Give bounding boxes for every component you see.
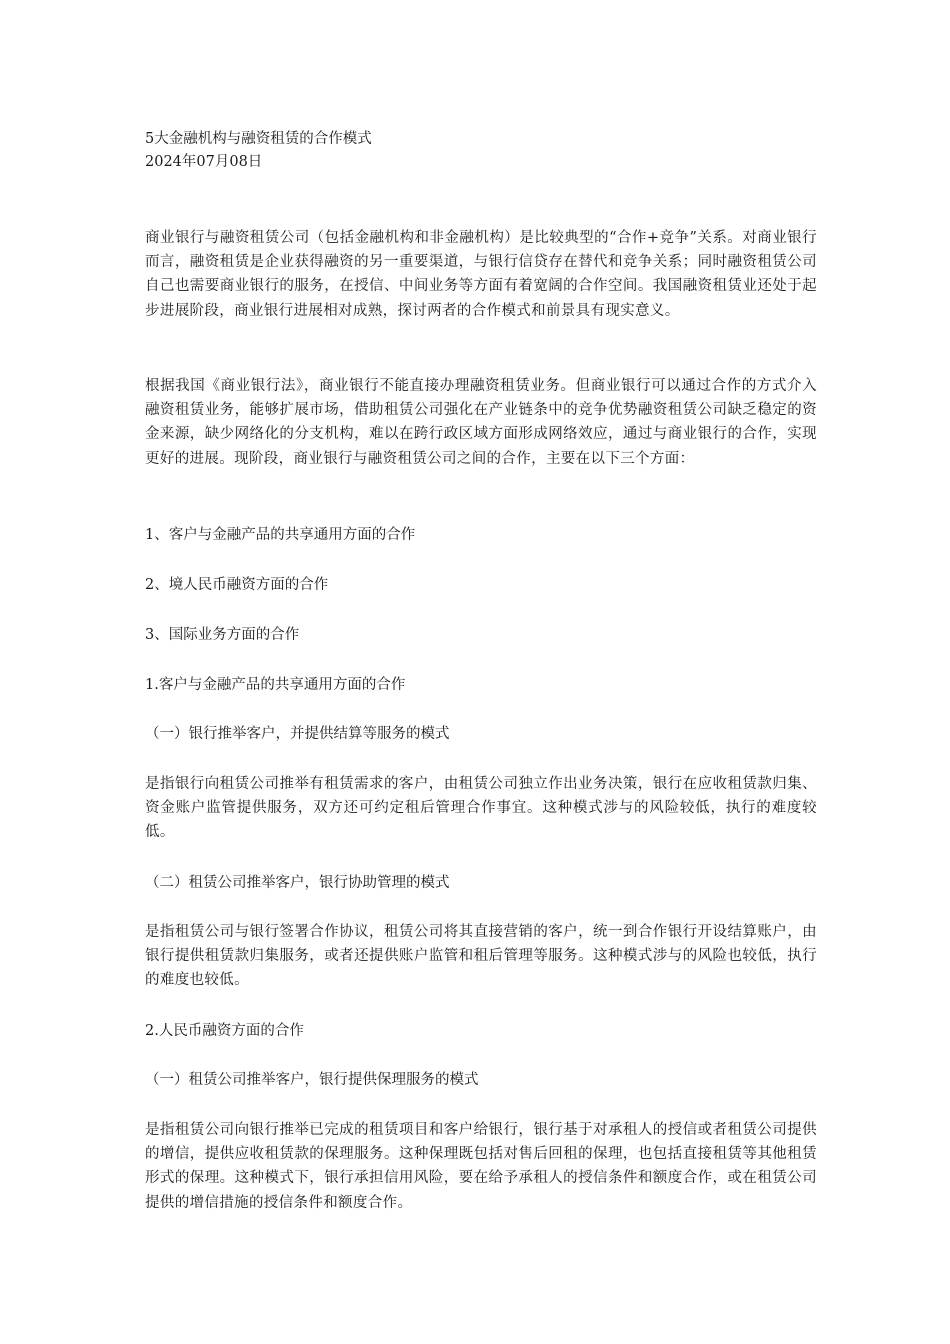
paragraph-2-1: 是指租赁公司向银行推举已完成的租赁项目和客户给银行，银行基于对承租人的授信或者租赁公司提供的增信，提供应收租赁款的保理服务。这种保理既包括对售后回租的保理，也包括直接租赁等其他租赁形式的保理。这种模式下，银行承担信用风险，要在给予承租人的授信条件和额度合作，或在租赁公司提供的增信措施的授信条件和额度合作。 <box>145 1122 817 1211</box>
section-heading-2: 2.人民币融资方面的合作 <box>145 1023 304 1039</box>
document-date: 2024年07月08日 <box>145 154 263 170</box>
subheading-2-1: （一）租赁公司推举客户，银行提供保理服务的模式 <box>145 1072 479 1088</box>
section-heading-1: 1.客户与金融产品的共享通用方面的合作 <box>145 677 406 693</box>
list-item-2: 2、境人民币融资方面的合作 <box>145 577 329 593</box>
list-item-3: 3、国际业务方面的合作 <box>145 627 300 643</box>
paragraph-law: 根据我国《商业银行法》，商业银行不能直接办理融资租赁业务。但商业银行可以通过合作的方式介入融资租赁业务，能够扩展市场，借助租赁公司强化在产业链条中的竞争优势融资租赁公司缺乏稳定的资金来源，缺少网络化的分支机构，难以在跨行政区域方面形成网络效应，通过与商业银行的合作，实现更好的进展。现阶段，商业银行与融资租赁公司之间的合作，主要在以下三个方面： <box>145 378 817 467</box>
subheading-1-1: （一）银行推举客户，并提供结算等服务的模式 <box>145 726 450 742</box>
paragraph-1-2: 是指租赁公司与银行签署合作协议，租赁公司将其直接营销的客户，统一到合作银行开设结算账户，由银行提供租赁款归集服务，或者还提供账户监管和租后管理等服务。这种模式涉与的风险也较低，执行的难度也较低。 <box>145 924 817 989</box>
subheading-1-2: （二）租赁公司推举客户，银行协助管理的模式 <box>145 875 450 891</box>
paragraph-1-1: 是指银行向租赁公司推举有租赁需求的客户，由租赁公司独立作出业务决策，银行在应收租赁款归集、资金账户监管提供服务，双方还可约定租后管理合作事宜。这种模式涉与的风险较低，执行的难度较低。 <box>145 776 817 841</box>
paragraph-intro: 商业银行与融资租赁公司（包括金融机构和非金融机构）是比较典型的“合作+竞争”关系。对商业银行而言，融资租赁是企业获得融资的另一重要渠道，与银行信贷存在替代和竞争关系；同时融资租赁公司自己也需要商业银行的服务，在授信、中间业务等方面有着宽阔的合作空间。我国融资租赁业还处于起步进展阶段，商业银行进展相对成熟，探讨两者的合作模式和前景具有现实意义。 <box>145 230 817 319</box>
document-title: 5大金融机构与融资租赁的合作模式 <box>145 131 372 147</box>
list-item-1: 1、客户与金融产品的共享通用方面的合作 <box>145 527 416 543</box>
